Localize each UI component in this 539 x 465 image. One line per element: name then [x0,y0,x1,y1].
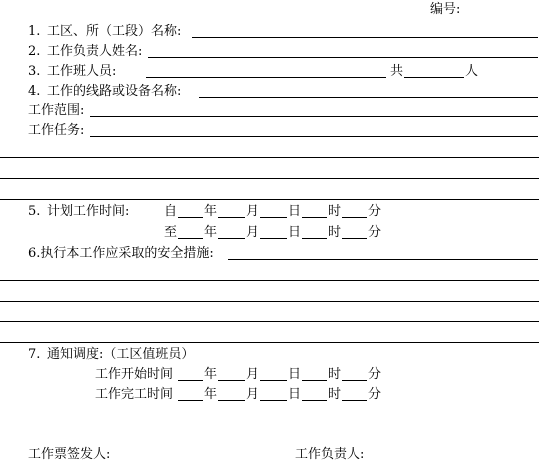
item3-label: 工作班人员: [47,64,117,79]
work-leader-signature-label: 工作负责人: [295,447,365,462]
safety-measures-line-4[interactable] [0,321,539,322]
crew-total-label: 共 [390,64,404,79]
item1-number: 1. [28,24,41,39]
work-task-label: 工作任务: [28,123,85,138]
work-start-month-field[interactable] [218,380,245,381]
work-area-name-field[interactable] [192,37,538,38]
planned-start-day-field[interactable] [260,217,287,218]
item2-number: 2. [28,44,41,59]
hour-unit: 时 [328,387,342,402]
item4-label: 工作的线路或设备名称: [47,84,182,99]
work-start-label: 工作开始时间 [95,367,174,382]
work-task-line-3[interactable] [0,178,539,179]
planned-end-minute-field[interactable] [342,238,367,239]
safety-measures-field[interactable] [228,259,538,260]
item5-number: 5. [28,204,41,219]
work-scope-label: 工作范围: [28,103,85,118]
crew-unit-label: 人 [465,64,479,79]
work-start-minute-field[interactable] [342,380,367,381]
safety-measures-line-3[interactable] [0,301,539,302]
month-unit: 月 [246,367,260,382]
to-label: 至 [164,225,178,240]
planned-end-hour-field[interactable] [302,238,327,239]
work-leader-name-field[interactable] [148,57,538,58]
year-unit: 年 [204,387,218,402]
work-end-minute-field[interactable] [342,400,367,401]
month-unit: 月 [246,387,260,402]
serial-number-label: 编号: [430,2,461,17]
work-task-field[interactable] [90,136,538,137]
day-unit: 日 [288,225,302,240]
planned-start-month-field[interactable] [218,217,245,218]
work-end-label: 工作完工时间 [95,387,174,402]
work-end-day-field[interactable] [260,400,287,401]
item2-label: 工作负责人姓名: [47,44,143,59]
hour-unit: 时 [328,204,342,219]
month-unit: 月 [246,204,260,219]
item7-number: 7. [28,347,41,362]
item1-label: 工区、所（工段）名称: [47,24,182,39]
work-end-year-field[interactable] [178,400,203,401]
work-task-line-4[interactable] [0,199,539,200]
item6-label: 6.执行本工作应采取的安全措施: [28,246,214,261]
hour-unit: 时 [328,225,342,240]
safety-measures-line-2[interactable] [0,280,539,281]
year-unit: 年 [204,367,218,382]
minute-unit: 分 [368,225,382,240]
work-scope-field[interactable] [90,116,538,117]
from-label: 自 [164,204,178,219]
work-task-line-2[interactable] [0,157,539,158]
month-unit: 月 [246,225,260,240]
item3-number: 3. [28,64,41,79]
minute-unit: 分 [368,204,382,219]
planned-start-minute-field[interactable] [342,217,367,218]
hour-unit: 时 [328,367,342,382]
item5-label: 计划工作时间: [47,204,130,219]
planned-start-year-field[interactable] [178,217,203,218]
minute-unit: 分 [368,387,382,402]
work-start-hour-field[interactable] [302,380,327,381]
planned-end-year-field[interactable] [178,238,203,239]
planned-end-month-field[interactable] [218,238,245,239]
crew-count-field[interactable] [404,77,464,78]
line-equipment-name-field[interactable] [199,97,538,98]
day-unit: 日 [288,367,302,382]
crew-members-field[interactable] [146,77,386,78]
item4-number: 4. [28,84,41,99]
work-start-day-field[interactable] [260,380,287,381]
planned-start-hour-field[interactable] [302,217,327,218]
year-unit: 年 [204,225,218,240]
day-unit: 日 [288,387,302,402]
work-start-year-field[interactable] [178,380,203,381]
day-unit: 日 [288,204,302,219]
minute-unit: 分 [368,367,382,382]
planned-end-day-field[interactable] [260,238,287,239]
ticket-issuer-label: 工作票签发人: [28,447,111,462]
safety-measures-line-5[interactable] [0,342,539,343]
year-unit: 年 [204,204,218,219]
work-end-hour-field[interactable] [302,400,327,401]
work-end-month-field[interactable] [218,400,245,401]
item7-label: 通知调度:（工区值班员） [47,347,195,362]
